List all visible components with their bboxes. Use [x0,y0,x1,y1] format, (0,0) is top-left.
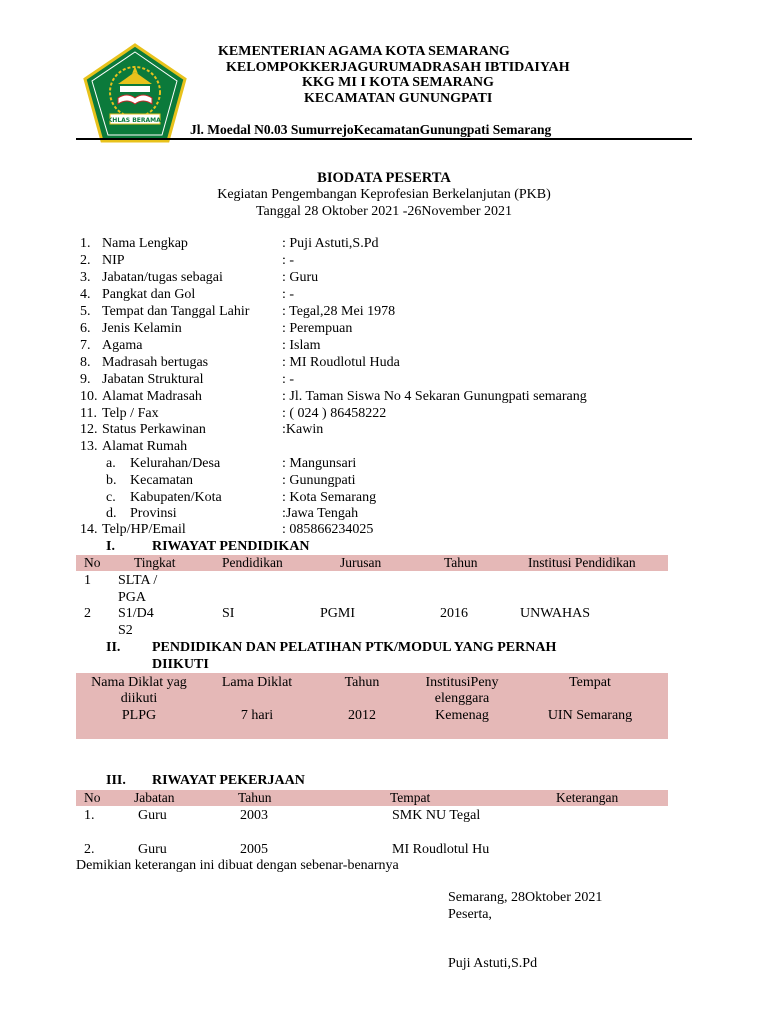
biodata-value: : Jl. Taman Siswa No 4 Sekaran Gunungpati semarang [282,389,587,404]
address-letter: c. [106,490,116,505]
cell-institusi: Kemenag [435,708,489,723]
section-title-education: RIWAYAT PENDIDIKAN [152,539,310,554]
cell-tahun: 2005 [240,842,268,857]
biodata-number: 7. [80,338,91,353]
cell-institusi: UNWAHAS [520,606,590,621]
signature-role: Peserta, [448,907,492,922]
table-header-cell: No [84,790,101,805]
cell-tahun: 2016 [440,606,468,621]
biodata-value: : ( 024 ) 86458222 [282,406,387,421]
biodata-number: 3. [80,270,91,285]
cell-jurusan: PGMI [320,606,356,621]
biodata-label: Jabatan Struktural [102,372,204,387]
cell-tahun: 2012 [348,708,376,723]
biodata-number: 12. [80,422,98,437]
cell-tempat: MI Roudlotul Hu [392,842,490,857]
cell-lama: 7 hari [240,708,274,723]
biodata-label: Jenis Kelamin [102,321,182,336]
biodata-value: : - [282,253,295,268]
address-letter: a. [106,456,116,471]
biodata-value: :Kawin [282,422,324,437]
table-header-cell: Lama Diklat [221,675,293,690]
document-subtitle: Kegiatan Pengembangan Keprofesian Berkelanjutan (PKB) [217,187,551,202]
table-header-cell: Keterangan [556,790,619,805]
cell-no: 2 [84,606,91,621]
cell-pendidikan: SI [222,606,235,621]
biodata-number: 9. [80,372,91,387]
header-divider [76,138,692,140]
closing-statement: Demikian keterangan ini dibuat dengan sebenar-benarnya [76,858,399,873]
biodata-number: 13. [80,439,98,454]
address-value: : Kota Semarang [282,490,377,505]
section-number: I. [106,539,115,554]
document-title: BIODATA PESERTA [317,170,451,186]
biodata-label: Telp/HP/Email [102,522,186,537]
cell-no: 1 [84,573,91,588]
address-label: Kelurahan/Desa [130,456,221,471]
table-header-cell: Tahun [444,555,478,570]
biodata-label: Jabatan/tugas sebagai [102,270,223,285]
address-value: : Gunungpati [282,473,356,488]
biodata-label: Status Perkawinan [102,422,206,437]
biodata-number: 2. [80,253,91,268]
biodata-number: 5. [80,304,91,319]
header-ministry: KEMENTERIAN AGAMA KOTA SEMARANG [218,44,510,59]
biodata-value: : 085866234025 [282,522,374,537]
logo-motto: IKHLAS BERAMAL [105,117,165,124]
header-kkg-city: KKG MI I KOTA SEMARANG [302,75,494,90]
header-kkg-group: KELOMPOKKERJAGURUMADRASAH IBTIDAIYAH [226,60,570,75]
cell-no: 2. [84,842,95,857]
biodata-label: NIP [102,253,125,268]
table-header-cell: elenggara [434,691,490,706]
table-header-cell: InstitusiPeny [425,675,499,690]
biodata-label: Agama [102,338,143,353]
table-header-cell: Nama Diklat yag [91,675,187,690]
signature-place-date: Semarang, 28Oktober 2021 [448,890,603,905]
table-header-cell: Tahun [238,790,272,805]
biodata-label: Tempat dan Tanggal Lahir [102,304,250,319]
cell-tingkat-cont: S2 [118,623,133,638]
biodata-label: Pangkat dan Gol [102,287,196,302]
table-header-cell: Pendidikan [222,555,283,570]
biodata-label: Nama Lengkap [102,236,188,251]
table-header-cell: Institusi Pendidikan [528,555,636,570]
biodata-value: : - [282,372,295,387]
biodata-number: 10. [80,389,98,404]
table-header-cell: No [84,555,101,570]
biodata-label: Alamat Rumah [102,439,188,454]
address-value: :Jawa Tengah [282,506,359,521]
cell-tingkat-cont: PGA [118,590,147,605]
cell-jabatan: Guru [138,808,167,823]
table-header-cell: Tempat [390,790,431,805]
table-header-cell: Tempat [569,675,611,690]
address-letter: d. [106,506,117,521]
table-header-cell: Tahun [344,675,380,690]
table-header-cell: Tingkat [134,555,176,570]
cell-no: 1. [84,808,95,823]
table-header-cell: diikuti [120,691,158,706]
signature-name: Puji Astuti,S.Pd [448,956,538,971]
header-address: Jl. Moedal N0.03 SumurrejoKecamatanGunungpati Semarang [190,122,552,137]
biodata-value: : Perempuan [282,321,353,336]
biodata-label: Madrasah bertugas [102,355,209,370]
biodata-number: 1. [80,236,91,251]
biodata-number: 4. [80,287,91,302]
biodata-label: Alamat Madrasah [102,389,202,404]
biodata-value: : Puji Astuti,S.Pd [282,236,379,251]
biodata-number: 14. [80,522,98,537]
biodata-value: : - [282,287,295,302]
biodata-label: Telp / Fax [102,406,159,421]
section-title-training: PENDIDIKAN DAN PELATIHAN PTK/MODUL YANG PERNAH [152,640,557,655]
document-date-range: Tanggal 28 Oktober 2021 -26November 2021 [255,204,513,219]
section-title-employment: RIWAYAT PEKERJAAN [152,773,305,788]
address-label: Kabupaten/Kota [130,490,222,505]
header-district: KECAMATAN GUNUNGPATI [304,91,493,106]
cell-nama-diklat: PLPG [121,708,157,723]
cell-jabatan: Guru [138,842,167,857]
cell-tempat: SMK NU Tegal [392,808,481,823]
cell-tingkat: SLTA / [118,573,158,588]
section-title-training-cont: DIIKUTI [152,657,209,672]
biodata-value: : Guru [282,270,319,285]
biodata-number: 8. [80,355,91,370]
address-letter: b. [106,473,117,488]
table-header-cell: Jabatan [134,790,175,805]
address-label: Provinsi [130,506,177,521]
biodata-value: : Islam [282,338,321,353]
biodata-number: 6. [80,321,91,336]
table-header-cell: Jurusan [340,555,382,570]
biodata-number: 11. [80,406,97,421]
section-number: III. [106,773,126,788]
cell-tahun: 2003 [240,808,268,823]
kemenag-logo [80,42,190,146]
address-value: : Mangunsari [282,456,357,471]
section-number: II. [106,640,121,655]
cell-tempat: UIN Semarang [547,708,633,723]
cell-tingkat: S1/D4 [118,606,154,621]
address-label: Kecamatan [130,473,193,488]
biodata-value: : Tegal,28 Mei 1978 [282,304,396,319]
biodata-value: : MI Roudlotul Huda [282,355,400,370]
